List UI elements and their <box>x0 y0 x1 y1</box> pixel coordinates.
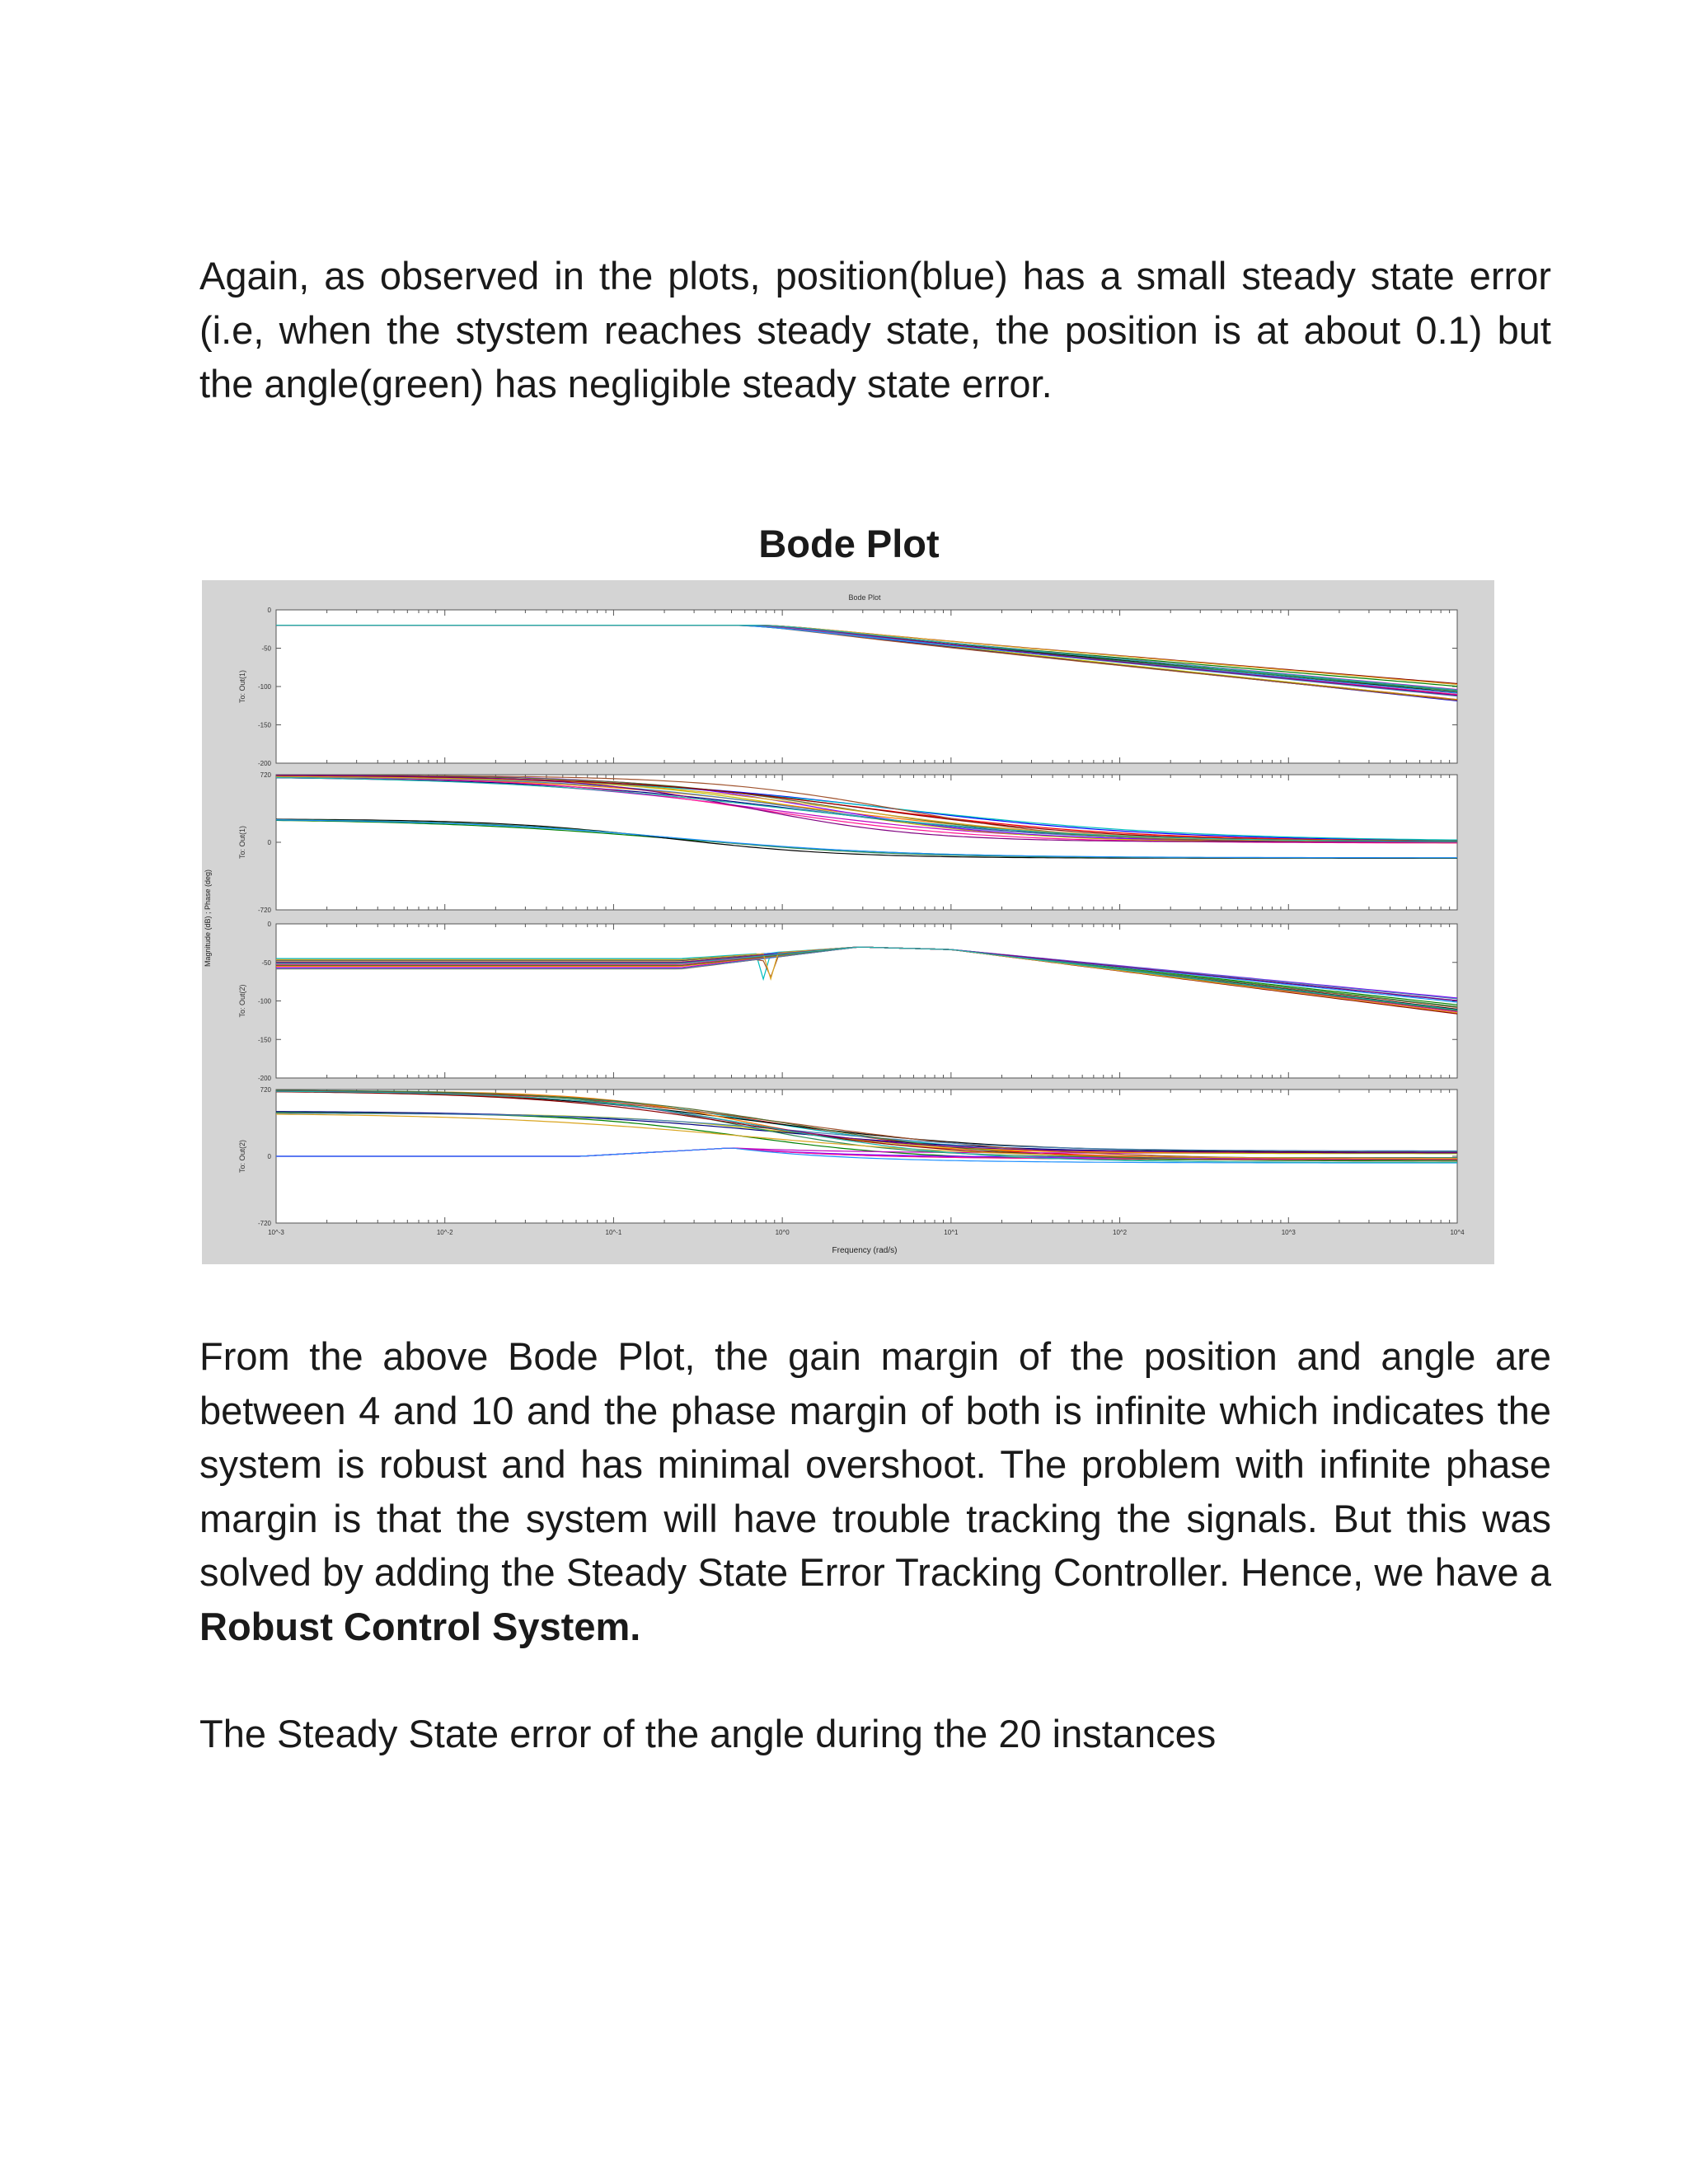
y-tick-label: 0 <box>267 839 271 846</box>
plot-area <box>276 610 1457 763</box>
x-tick-label: 10^4 <box>1450 1229 1465 1236</box>
y-axis-label: Magnitude (dB) ; Phase (deg) <box>204 869 212 968</box>
section-heading: Bode Plot <box>758 522 940 565</box>
y-tick-label: 0 <box>267 921 271 928</box>
row-label: To: Out(1) <box>238 669 246 704</box>
x-tick-label: 10^3 <box>1281 1229 1296 1236</box>
y-tick-label: 720 <box>260 771 271 779</box>
y-tick-label: -150 <box>257 721 271 729</box>
x-tick-label: 10^-3 <box>268 1229 284 1236</box>
x-tick-label: 10^1 <box>944 1229 959 1236</box>
y-tick-label: -100 <box>257 997 271 1005</box>
analysis-text: From the above Bode Plot, the gain margin of the position and angle are between 4 and 10 and the phase margin of both is infinite which indicates the system is robust and has minimal overshoot. The problem with infinite phase margin is that the system will have trouble tracking the signals. But this was solved by adding the Steady State Error Tracking Controller. Hence, we have a <box>199 1334 1551 1594</box>
y-tick-label: 0 <box>267 1153 271 1160</box>
intro-paragraph: Again, as observed in the plots, position(blue) has a small steady state error (i.e, when the stystem reaches steady state, the position is at about 0.1) but the angle(green) has negligible steady state error. <box>199 254 1551 405</box>
closing-line: The Steady State error of the angle during the 20 instances <box>199 1712 1217 1755</box>
x-tick-label: 10^0 <box>775 1229 790 1236</box>
bode-plot-svg <box>202 580 1494 1264</box>
y-tick-label: -50 <box>261 644 271 653</box>
row-label: To: Out(2) <box>238 1139 246 1174</box>
x-tick-label: 10^2 <box>1113 1229 1128 1236</box>
row-label: To: Out(2) <box>238 984 246 1018</box>
bode-panel-1 <box>238 607 1457 767</box>
y-tick-label: -720 <box>257 1220 271 1227</box>
analysis-bold-conclusion: Robust Control System. <box>199 1604 641 1648</box>
bode-panel-2 <box>238 771 1457 914</box>
analysis-paragraph <box>199 1329 1551 1653</box>
bode-plot-figure <box>202 580 1494 1264</box>
y-tick-label: 720 <box>260 1086 271 1094</box>
x-axis-label: Frequency (rad/s) <box>832 1246 898 1255</box>
y-tick-label: 0 <box>267 607 271 614</box>
y-tick-label: -100 <box>257 683 271 691</box>
x-tick-label: 10^-1 <box>605 1229 622 1236</box>
y-tick-label: -200 <box>257 1075 271 1082</box>
row-label: To: Out(1) <box>238 825 246 860</box>
y-tick-label: -50 <box>261 958 271 967</box>
y-tick-label: -150 <box>257 1036 271 1044</box>
chart-title: Bode Plot <box>848 593 881 602</box>
y-tick-label: -200 <box>257 760 271 767</box>
x-tick-label: 10^-2 <box>436 1229 453 1236</box>
bode-panel-3 <box>238 921 1457 1082</box>
bode-panel-4 <box>238 1086 1457 1227</box>
y-tick-label: -720 <box>257 907 271 914</box>
